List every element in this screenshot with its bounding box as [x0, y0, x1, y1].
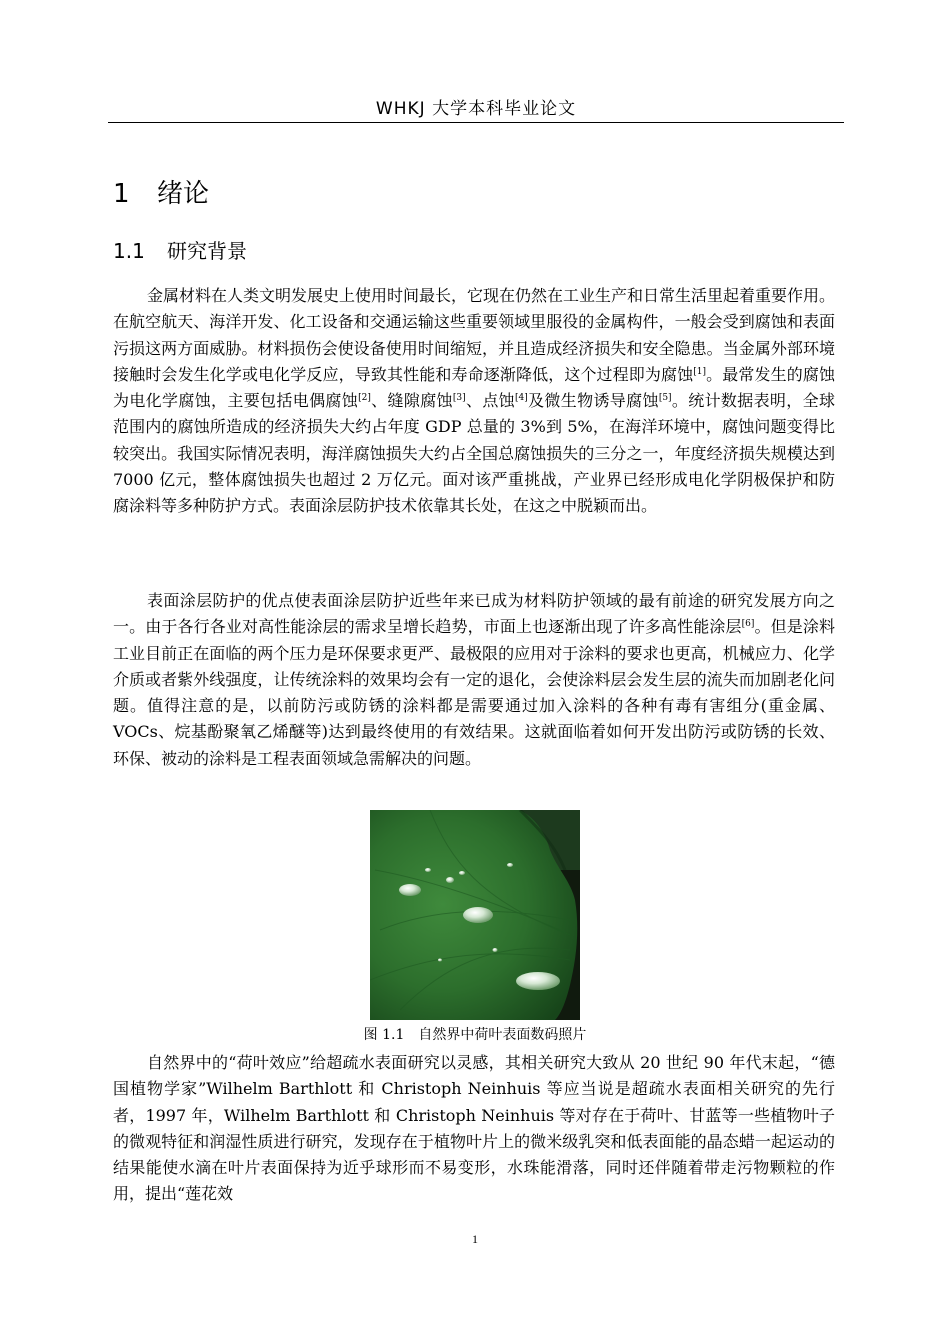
- text-run: 。统计数据表明，全球范围内的腐蚀所造成的经济损失大约占年度 GDP 总量的 3%到 5%，在海洋环境中，腐蚀问题变得比较突出。我国实际情况表明，海洋腐蚀损失大约占全国总腐蚀损失的三分之一，年度经济损失规模达到 7000 亿元，整体腐蚀损失也超过 2 万亿元。面对该严重挑战，产业界已经形成电化学阴极保护和防腐涂料等多种防护方式。表面涂层防护技术依靠其长处，在这之中脱颖而出。: [113, 391, 835, 516]
- water-droplet: [399, 884, 421, 896]
- text-run: 金属材料在人类文明发展史上使用时间最长，它现在仍然在工业生产和日常生活里起着重要作用。在航空航天、海洋开发、化工设备和交通运输这些重要领域里服役的金属构件，一般会受到腐蚀和表面污损这两方面威胁。材料损伤会使设备使用时间缩短，并且造成经济损失和安全隐患。当金属外部环境接触时会发生化学或电化学反应，导致其性能和寿命逐渐降低，这个过程即为腐蚀: [113, 286, 836, 384]
- water-droplet: [438, 959, 442, 962]
- lotus-leaf-image: [370, 810, 580, 1020]
- section-number: 1.1: [113, 239, 145, 263]
- chapter-heading: [113, 176, 209, 212]
- section-title: 研究背景: [167, 239, 247, 263]
- text-run: 、缝隙腐蚀: [370, 391, 453, 411]
- water-droplet: [516, 972, 560, 990]
- text-run: 。最常发生的腐蚀为电化学腐蚀，主要包括电偶腐蚀: [113, 364, 835, 411]
- water-droplet: [446, 877, 454, 883]
- figure-caption: 图 1.1 自然界中荷叶表面数码照片: [363, 1027, 587, 1043]
- section-heading: [113, 236, 247, 266]
- lotus-leaf-photo: [370, 810, 580, 1020]
- paragraph-3: 自然界中的“荷叶效应”给超疏水表面研究以灵感，其相关研究大致从 20 世纪 90 年代末起，“德国植物学家”Wilhelm Barthlott 和 Christoph Neinhuis 等应当说是超疏水表面相关研究的先行者，1997 年，Wilhelm Barthlott 和 Christoph Neinhuis 等对存在于荷叶、甘蓝等一些植物叶子的微观特征和润湿性质进行研究，发现存在于植物叶片上的微米级乳突和低表面能的晶态蜡一起运动的结果能使水滴在叶片表面保持为近乎球形而不易变形，水珠能滑落，同时还伴随着带走污物颗粒的作用，提出“莲花效: [113, 1053, 835, 1204]
- citation: [5]: [658, 393, 672, 404]
- water-droplet: [425, 868, 431, 872]
- citation: [1]: [693, 366, 707, 377]
- text-run: 及微生物诱导腐蚀: [527, 391, 659, 411]
- water-droplet: [463, 907, 493, 923]
- text-run: 、点蚀: [465, 391, 515, 411]
- water-droplet: [459, 871, 465, 875]
- page-number: 1: [472, 1232, 478, 1246]
- water-droplet: [493, 948, 498, 952]
- citation: [3]: [452, 393, 466, 404]
- citation: [4]: [515, 393, 528, 404]
- citation: [6]: [741, 619, 755, 630]
- chapter-title: 绪论: [157, 179, 210, 209]
- citation: [2]: [358, 393, 371, 404]
- paragraph-1: [113, 283, 835, 520]
- chapter-number: 1: [113, 179, 130, 209]
- text-run: 。但是涂料工业目前正在面临的两个压力是环保要求更严、最极限的应用对于涂料的要求也更高，机械应力、化学介质或者紫外线强度，让传统涂料的效果均会有一定的退化，会使涂料层会发生层的流失而加剧老化问题。值得注意的是，以前防污或防锈的涂料都是需要通过加入涂料的各种有毒有害组分(重金属、VOCs、烷基酚聚氧乙烯醚等)达到最终使用的有效结果。这就面临着如何开发出防污或防锈的长效、环保、被动的涂料是工程表面领域急需解决的问题。: [113, 617, 835, 768]
- text-run: 表面涂层防护的优点使表面涂层防护近些年来已成为材料防护领域的最有前途的研究发展方向之一。由于各行各业对高性能涂层的需求呈增长趋势，市面上也逐渐出现了许多高性能涂层: [113, 591, 835, 637]
- water-droplet: [507, 863, 513, 867]
- running-header: WHKJ 大学本科毕业论文: [108, 96, 844, 123]
- paragraph-2: [113, 588, 835, 772]
